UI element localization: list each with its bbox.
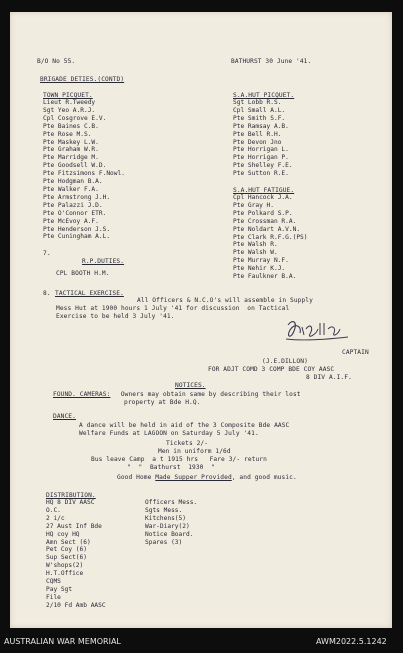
dance-tickets: Tickets 2/- bbox=[166, 440, 209, 447]
section-title: BRIGADE DETIES.(CONTD) bbox=[40, 76, 125, 83]
town-picquet-member: Cpl Cosgrove E.V. bbox=[43, 114, 107, 122]
distribution-recipient: 2/10 Fd Amb AASC bbox=[46, 601, 106, 609]
sa-hut-picquet-title: S.A.HUT PICQUET. bbox=[233, 92, 295, 99]
town-picquet-member: Pte O'Connor ETR. bbox=[43, 209, 107, 217]
rp-duties-name: CPL BOOTH H.M. bbox=[56, 270, 110, 277]
town-picquet-title: TOWN PICQUET. bbox=[43, 92, 93, 99]
sa-hut-picquet-member: Pte Ramsay A.B. bbox=[233, 122, 289, 130]
town-picquet-member: Pte Henderson J.S. bbox=[43, 225, 111, 233]
town-picquet-member: Pte Rose M.S. bbox=[43, 130, 92, 138]
signatory-rank: CAPTAIN bbox=[342, 349, 369, 356]
sa-hut-fatigue-member: Pte Murray N.F. bbox=[233, 257, 289, 265]
distribution-recipient: Pay Sgt bbox=[46, 585, 73, 593]
signatory-division: 8 DIV A.I.F. bbox=[306, 374, 352, 381]
supper-line bbox=[117, 474, 297, 481]
sa-hut-fatigue-member: Pte Crossman R.A. bbox=[233, 217, 297, 225]
distribution-left-list bbox=[46, 499, 106, 610]
sa-hut-fatigue-member: Pte Clark R.F.G.(PS) bbox=[233, 233, 308, 241]
tactical-line-1: All Officers & N.C.O's will assemble in Supply bbox=[137, 297, 313, 304]
found-cameras-line-1: Owners may obtain same by describing their lost bbox=[117, 391, 301, 398]
sa-hut-fatigue-title: S.A.HUT FATIGUE. bbox=[233, 187, 295, 194]
town-picquet-member: Pte Marridge M. bbox=[43, 154, 99, 162]
sa-hut-picquet-member: Pte Devon Jno bbox=[233, 138, 282, 146]
town-picquet-member: Pte Maskey L.W. bbox=[43, 138, 99, 146]
town-picquet-member: Pte Baines C.B. bbox=[43, 122, 99, 130]
sa-hut-picquet-member: Pte Bell R.H. bbox=[233, 130, 282, 138]
distribution-recipient: HQ coy HQ bbox=[46, 530, 80, 538]
distribution-recipient: HQ 8 DIV AASC bbox=[46, 499, 95, 506]
town-picquet-member: Sgt Yeo A.R.J. bbox=[43, 106, 96, 114]
sa-hut-fatigue-member: Pte Faulkner B.A. bbox=[233, 273, 297, 281]
sa-hut-fatigue-member: Pte Nehir K.J. bbox=[233, 265, 286, 273]
sa-hut-picquet-list bbox=[233, 99, 293, 178]
distribution-recipient: W'shops(2) bbox=[46, 562, 84, 570]
notices-title: NOTICES. bbox=[175, 382, 206, 389]
distribution-recipient: CQMS bbox=[46, 578, 61, 586]
distribution-recipient: Spares (3) bbox=[145, 538, 183, 546]
sa-hut-picquet-member: Pte Horrigan P. bbox=[233, 154, 289, 162]
distribution-recipient: Officers Mess. bbox=[145, 499, 198, 506]
town-picquet-member: Pte Armstrong J.H. bbox=[43, 193, 111, 201]
town-picquet-member: Lieut R.Tweedy bbox=[43, 99, 96, 106]
tactical-line-2: Mess Hut at 1900 hours 1 July '41 for discussion on Tactical bbox=[56, 305, 290, 312]
order-date: BATHURST 30 June '41. bbox=[231, 58, 312, 65]
signatory-unit: FOR ADJT COMD 3 COMP BDE COY AASC bbox=[208, 366, 335, 373]
sa-hut-picquet-member: Pte Smith S.F. bbox=[233, 114, 286, 122]
sa-hut-picquet-member: Cpl Small A.L. bbox=[233, 106, 286, 114]
item-7-number: 7. bbox=[43, 250, 51, 257]
dance-men-uniform: Men in uniform 1/6d bbox=[158, 448, 231, 455]
sa-hut-fatigue-member: Pte Gray H. bbox=[233, 201, 274, 209]
dance-line-2: Welfare Funds at LAGOON on Saturday 5 July '41. bbox=[79, 430, 259, 437]
tactical-line-3: Exercise to be held 3 July '41. bbox=[56, 313, 175, 320]
distribution-recipient: Sgts Mess. bbox=[145, 506, 183, 514]
sa-hut-fatigue-member: Cpl Hancock J.A. bbox=[233, 194, 293, 201]
footer-accession-number: AWM2022.5.1242 bbox=[316, 637, 387, 646]
sa-hut-picquet-member: Sgt Lobb R.S. bbox=[233, 99, 282, 106]
town-picquet-member: Pte Hodgman B.A. bbox=[43, 178, 103, 186]
sa-hut-fatigue-member: Pte Polkard S.P. bbox=[233, 209, 293, 217]
footer-source: AUSTRALIAN WAR MEMORIAL bbox=[4, 637, 121, 646]
town-picquet-member: Pte Palazzi J.D. bbox=[43, 201, 103, 209]
distribution-recipient: File bbox=[46, 593, 61, 601]
distribution-recipient: H.T.Office bbox=[46, 570, 84, 578]
distribution-recipient: O.C. bbox=[46, 506, 61, 514]
tactical-exercise-title: TACTICAL EXERCISE. bbox=[55, 290, 124, 297]
town-picquet-member: Pte Walker F.A. bbox=[43, 185, 99, 193]
sa-hut-fatigue-list bbox=[233, 194, 308, 281]
signatory-name: (J.E.DILLON) bbox=[262, 358, 308, 365]
sa-hut-picquet-member: Pte Shelley F.E. bbox=[233, 162, 293, 170]
dance-label: DANCE. bbox=[53, 413, 76, 420]
supper-text-pre: Good Home bbox=[117, 474, 156, 481]
item-8-number: 8. bbox=[43, 290, 51, 297]
distribution-recipient: War-Diary(2) bbox=[145, 522, 190, 530]
supper-text-post: , and good music. bbox=[231, 474, 297, 481]
town-picquet-member: Pte Cuningham A.L. bbox=[43, 233, 111, 241]
distribution-recipient: 2 i/c bbox=[46, 514, 65, 522]
town-picquet-member: Pte Graham W.R. bbox=[43, 146, 99, 154]
distribution-recipient: Pet Coy (6) bbox=[46, 546, 87, 554]
sa-hut-picquet-member: Pte Horrigan L. bbox=[233, 146, 289, 154]
distribution-recipient: Notice Board. bbox=[145, 530, 194, 538]
rp-duties-title: R.P.DUTIES. bbox=[82, 258, 125, 265]
sa-hut-picquet-member: Pte Sutton R.E. bbox=[233, 170, 289, 178]
handwritten-signature bbox=[282, 317, 354, 347]
supper-text-underlined: Made Supper Provided bbox=[155, 474, 232, 481]
dance-line-1: A dance will be held in aid of the 3 Composite Bde AASC bbox=[79, 422, 290, 429]
distribution-right-list bbox=[145, 499, 197, 546]
sa-hut-fatigue-member: Pte Noldart A.V.N. bbox=[233, 225, 301, 233]
town-picquet-member: Pte McEvoy A.F. bbox=[43, 217, 99, 225]
town-picquet-member: Pte Fitzsimons F.Nowl. bbox=[43, 170, 125, 178]
distribution-recipient: Sup Sect(6) bbox=[46, 554, 87, 562]
found-cameras-line-2: property at Bde H.Q. bbox=[124, 399, 201, 406]
distribution-recipient: Amn Sect (6) bbox=[46, 538, 91, 546]
distribution-recipient: Kitchens(5) bbox=[145, 514, 186, 522]
town-picquet-list bbox=[43, 99, 125, 241]
bus-line-1: Bus leave Camp a t 1915 hrs Fare 3/- return bbox=[91, 456, 267, 463]
bus-line-2: " " Bathurst 1930 " bbox=[127, 464, 215, 471]
distribution-recipient: 27 Aust Inf Bde bbox=[46, 522, 102, 530]
sa-hut-fatigue-member: Pte Walsh W. bbox=[233, 249, 278, 257]
distribution-title: DISTRIBUTION. bbox=[46, 492, 96, 499]
order-reference: B/O No 55. bbox=[37, 58, 76, 65]
found-cameras-label: FOUND. CAMERAS: bbox=[53, 391, 111, 398]
town-picquet-member: Pte Goodsell W.D. bbox=[43, 162, 107, 170]
sa-hut-fatigue-member: Pte Walsh R. bbox=[233, 241, 278, 249]
